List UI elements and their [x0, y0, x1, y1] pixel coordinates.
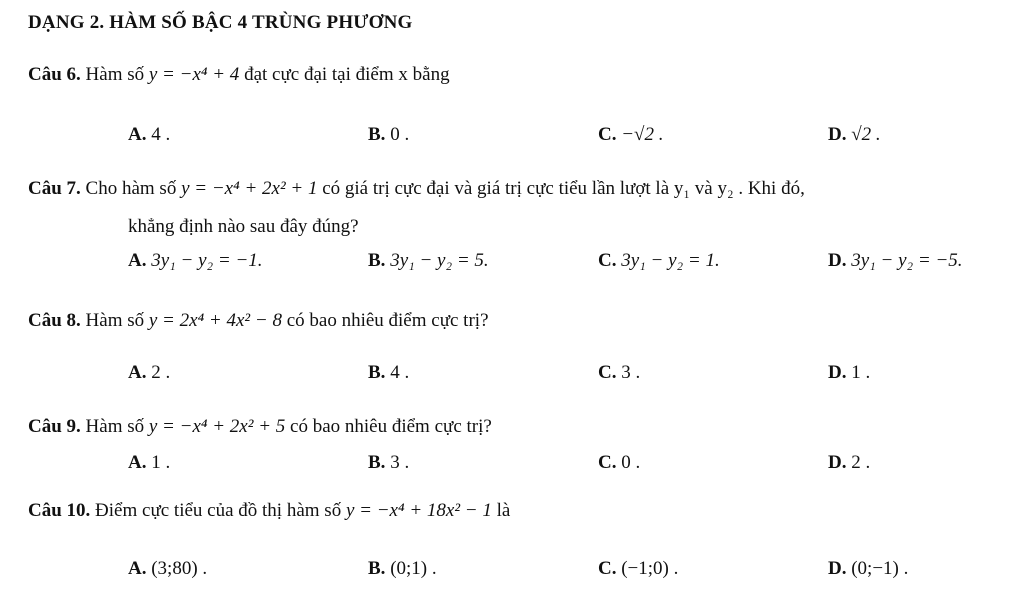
- option-b: [368, 558, 437, 580]
- question-8: [28, 310, 489, 332]
- option-a: [128, 362, 170, 384]
- option-text: 3 .: [390, 452, 410, 473]
- option-d: [828, 250, 963, 272]
- option-text: 3y₁ − y₂ = −5.: [851, 250, 963, 271]
- option-a: [128, 124, 170, 146]
- option-text: √2 .: [851, 124, 881, 145]
- option-letter: A.: [128, 124, 147, 145]
- option-text: 4 .: [151, 124, 171, 145]
- question-text: là: [496, 500, 511, 521]
- option-c: [598, 452, 640, 474]
- option-letter: C.: [598, 362, 617, 383]
- option-letter: D.: [828, 452, 847, 473]
- option-text: (−1;0) .: [621, 558, 679, 579]
- option-c: [598, 124, 663, 146]
- option-d: [828, 452, 870, 474]
- option-b: [368, 124, 409, 146]
- option-text: 0 .: [621, 452, 641, 473]
- option-letter: A.: [128, 250, 147, 271]
- formula: y = −x⁴ + 18x² − 1: [345, 500, 492, 521]
- option-text: 1 .: [151, 452, 171, 473]
- option-text: 2 .: [151, 362, 171, 383]
- option-d: [828, 362, 870, 384]
- formula: y = −x⁴ + 2x² + 5: [148, 416, 286, 437]
- option-letter: D.: [828, 250, 847, 271]
- option-a: [128, 452, 170, 474]
- question-text: đạt cực đại tại điểm x bằng: [244, 64, 450, 85]
- option-text: (0;1) .: [390, 558, 437, 579]
- option-letter: C.: [598, 124, 617, 145]
- option-d: [828, 558, 908, 580]
- question-text: Điểm cực tiểu của đồ thị hàm số: [95, 500, 342, 521]
- question-text: có giá trị cực đại và giá trị cực tiểu lần lượt là y₁ và y₂ . Khi đó,: [322, 178, 805, 199]
- question-label: Câu 9.: [28, 416, 81, 437]
- option-c: [598, 362, 640, 384]
- option-text: 0 .: [390, 124, 410, 145]
- section-title: DẠNG 2. HÀM SỐ BẬC 4 TRÙNG PHƯƠNG: [28, 12, 413, 33]
- option-letter: B.: [368, 124, 386, 145]
- option-a: [128, 250, 263, 272]
- option-letter: D.: [828, 558, 847, 579]
- question-10: [28, 500, 510, 522]
- option-letter: B.: [368, 558, 386, 579]
- option-text: 3y₁ − y₂ = 5.: [390, 250, 489, 271]
- question-text: Cho hàm số: [85, 178, 177, 199]
- question-text: có bao nhiêu điểm cực trị?: [290, 416, 492, 437]
- option-text: 3y₁ − y₂ = −1.: [151, 250, 263, 271]
- option-letter: C.: [598, 250, 617, 271]
- option-letter: A.: [128, 558, 147, 579]
- option-b: [368, 362, 409, 384]
- question-9: [28, 416, 492, 438]
- question-6: [28, 64, 450, 86]
- option-letter: B.: [368, 250, 386, 271]
- question-text: có bao nhiêu điểm cực trị?: [286, 310, 489, 331]
- option-text: 3y₁ − y₂ = 1.: [621, 250, 720, 271]
- question-label: Câu 8.: [28, 310, 81, 331]
- question-7: [28, 178, 805, 200]
- option-text: (0;−1) .: [851, 558, 909, 579]
- option-a: [128, 558, 207, 580]
- option-text: 4 .: [390, 362, 410, 383]
- option-b: [368, 452, 409, 474]
- option-letter: A.: [128, 452, 147, 473]
- option-letter: C.: [598, 558, 617, 579]
- formula: y = −x⁴ + 2x² + 1: [181, 178, 318, 199]
- option-c: [598, 250, 720, 272]
- question-label: Câu 6.: [28, 64, 81, 85]
- formula: y = −x⁴ + 4: [148, 64, 240, 85]
- option-d: [828, 124, 881, 146]
- option-letter: B.: [368, 452, 386, 473]
- option-text: 1 .: [851, 362, 871, 383]
- question-text: Hàm số: [85, 310, 145, 331]
- option-letter: A.: [128, 362, 147, 383]
- option-c: [598, 558, 678, 580]
- option-text: 2 .: [851, 452, 871, 473]
- option-letter: C.: [598, 452, 617, 473]
- question-label: Câu 10.: [28, 500, 91, 521]
- question-7-line-2: khẳng định nào sau đây đúng?: [128, 216, 359, 237]
- option-letter: D.: [828, 362, 847, 383]
- option-letter: D.: [828, 124, 847, 145]
- question-text: Hàm số: [85, 64, 145, 85]
- formula: y = 2x⁴ + 4x² − 8: [148, 310, 282, 331]
- question-label: Câu 7.: [28, 178, 81, 199]
- question-text: Hàm số: [85, 416, 145, 437]
- option-text: (3;80) .: [151, 558, 208, 579]
- option-b: [368, 250, 489, 272]
- option-text: 3 .: [621, 362, 641, 383]
- option-letter: B.: [368, 362, 386, 383]
- option-text: −√2 .: [621, 124, 664, 145]
